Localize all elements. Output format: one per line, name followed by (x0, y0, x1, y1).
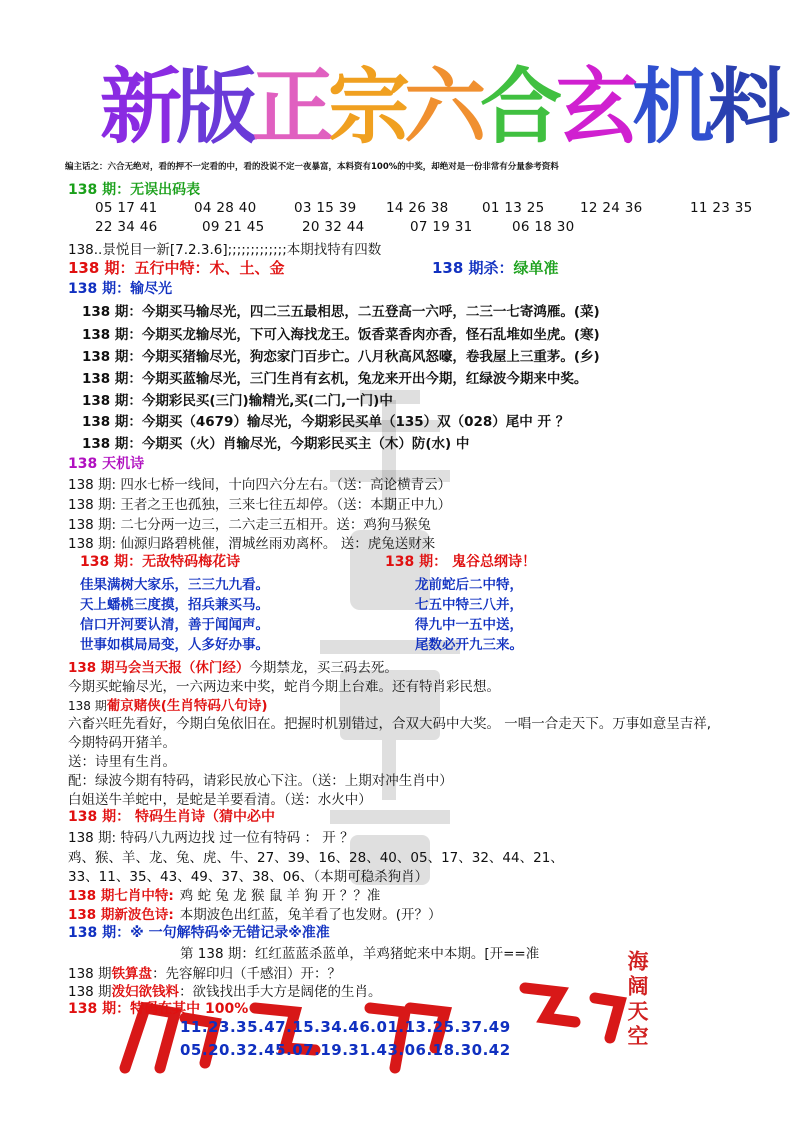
wave-color-prefix: 138 期新波色诗: (68, 907, 174, 923)
special-code-numbers-2: 05.20.32.45.07.19.31.43.06.18.30.42 (180, 1041, 511, 1059)
number-group: 12 24 36 (580, 200, 643, 216)
gambler-prefix: 138 期 (68, 699, 107, 713)
zodiac-poem-heading: 138 期： 特码生肖诗（猜中必中 (68, 809, 275, 825)
number-group: 22 34 46 (95, 219, 158, 235)
abacus-tail: ：先容解印归（千感泪）开：？ (152, 966, 342, 982)
title-char: 宗 (328, 59, 405, 155)
number-group: 20 32 44 (302, 219, 365, 235)
title-char: 料 (708, 59, 785, 155)
gambler-line: 配：绿波今期有特码，请彩民放心下注。（送：上期对冲生肖中） (68, 773, 453, 789)
number-group: 14 26 38 (386, 200, 449, 216)
gambler-line: 送：诗里有生肖。 (68, 754, 176, 770)
jockey-club-tail: 今期禁龙，买三码去死。 (249, 660, 398, 676)
zodiac-poem-line: 138 期: 特码八九两边找 过一位有特码 ： 开 ？ (68, 830, 354, 846)
gambler-line: 白姐送牛羊蛇中，是蛇是羊要看清。（送：水火中） (68, 792, 372, 808)
gambler-heading: 葡京赌侠(生肖特码八句诗) (106, 698, 268, 714)
special-code-heading: 138 期：特码在其中 100% (68, 1001, 249, 1017)
disclaimer: 编主话之：六合无绝对，看的押不一定看的中，看的没说不定一夜暴富，本料资有100%的中奖，却绝对是一份非常有分量参考资料 (65, 162, 559, 172)
heaven-poem-line: 138 期: 仙源归路碧桃催，渭城丝雨劝离杯。 送：虎兔送财来 (68, 536, 436, 552)
section-heading-number-table: 138 期：无误出码表 (68, 182, 201, 198)
seven-zodiac-prefix: 138 期七肖中特: (68, 888, 174, 904)
jockey-club-heading: 138 期马会当天报（休门经） (68, 660, 250, 676)
wave-color-value: 本期波色出红蓝，兔羊看了也发财。(开？） (179, 907, 442, 923)
plum-poem-line: 信口开河要认清，善于闻闻声。 (80, 617, 269, 633)
plum-poem-line: 世事如棋局局变，人多好办事。 (80, 637, 269, 653)
shrew-prefix: 138 期 (68, 984, 112, 1000)
lose-all-line: 138 期：今期买蓝输尽光，三门生肖有玄机，兔龙来开出今期，红绿波今期来中奖。 (82, 371, 588, 387)
zodiac-poem-line: 33、11、35、43、49、37、38、06、（本期可稳杀狗肖） (68, 869, 429, 885)
kill-color-prefix: 138 期杀： (432, 259, 514, 277)
wave-color-line (68, 903, 442, 923)
jockey-club-line (68, 656, 398, 676)
lose-all-line: 138 期：今期彩民买(三门)输精光,买(二门,一门)中 (82, 393, 393, 409)
heaven-poem-line: 138 期: 二七分两一边三，二六走三五相开。送：鸡狗马猴兔 (68, 517, 431, 533)
title-char: 机 (632, 59, 709, 155)
abacus-prefix: 138 期 (68, 966, 112, 982)
special-code-numbers-1: 11.23.35.47.15.34.46.01.13.25.37.49 (180, 1018, 511, 1036)
title-char: 玄 (556, 59, 633, 155)
guigu-poem-line: 龙前蛇后二中特， (415, 577, 523, 593)
guigu-poem-line: 得九中一五中送， (415, 617, 523, 633)
number-group: 05 17 41 (95, 200, 158, 216)
plum-poem-line: 佳果满树大家乐，三三九九看。 (80, 577, 269, 593)
lose-all-line: 138 期：今期买（火）肖输尽光，今期彩民买主（木）防(水) 中 (82, 436, 470, 452)
shrew-label: 泼妇欲钱料 (111, 984, 180, 1000)
heaven-poem-line: 138 期: 王者之王也孤独，三来七往五却停。（送：本期正中九） (68, 497, 452, 513)
lose-all-line: 138 期：今期买（4679）输尽光，今期彩民买单（135）双（028）尾中 开 ？ (82, 414, 570, 430)
page-title (100, 42, 784, 159)
number-group: 11 23 35 (690, 200, 753, 216)
number-group: 04 28 40 (194, 200, 257, 216)
number-group: 03 15 39 (294, 200, 357, 216)
guigu-poem-heading: 138 期： 鬼谷总纲诗！ (385, 554, 536, 570)
gambler-line: 六畜兴旺先看好，今期白兔依旧在。把握时机别错过，合双大码中大奖。 一唱一合走天下。万事如意呈吉祥, (68, 716, 712, 732)
lose-all-line: 138 期：今期买马输尽光，四二三五最相思，二五登高一六呼，二三一七寄鸿雁。(菜) (82, 304, 600, 320)
zodiac-poem-line: 鸡、猴、羊、龙、兔、虎、牛、27、39、16、28、40、05、17、32、44、21、 (68, 850, 564, 866)
shrew-tail: ：欲钱找出手大方是阔佬的生肖。 (179, 984, 382, 1000)
title-char: 合 (480, 59, 557, 155)
kill-color-line (432, 257, 559, 278)
number-group: 07 19 31 (410, 219, 473, 235)
plum-poem-heading: 138 期：无敌特码梅花诗 (80, 554, 241, 570)
number-group: 09 21 45 (202, 219, 265, 235)
title-char: 新 (100, 59, 177, 155)
seven-zodiac-value: 鸡 蛇 兔 龙 猴 鼠 羊 狗 开 ？？准 (179, 888, 381, 904)
number-group: 01 13 25 (482, 200, 545, 216)
seven-zodiac-line (68, 884, 380, 904)
one-line-answer: 第 138 期：红红蓝蓝杀蓝单，羊鸡猪蛇来中本期。[开==准 (180, 946, 540, 962)
lose-all-line: 138 期：今期买猪输尽光，狗恋家门百步亡。八月秋高风怒嚎，卷我屋上三重茅。(乡) (82, 349, 600, 365)
kill-color-value: 绿单准 (513, 259, 559, 277)
number-note: 138..景悦目一新[7.2.3.6];;;;;;;;;;;;;本期找特有四数 (68, 242, 382, 258)
lose-all-heading: 138 期：输尽光 (68, 281, 173, 297)
heaven-poem-heading: 138 天机诗 (68, 456, 145, 472)
lose-all-line: 138 期：今期买龙输尽光，下可入海找龙王。饭香菜香肉亦香，怪石乱堆如坐虎。(寒) (82, 327, 600, 343)
heaven-poem-line: 138 期: 四水七桥一线间，十向四六分左右。（送：高论横青云） (68, 477, 452, 493)
title-char: 正 (252, 59, 329, 155)
abacus-label: 铁算盘 (111, 966, 153, 982)
plum-poem-line: 天上蟠桃三度摸，招兵兼买马。 (80, 597, 269, 613)
title-char: 六 (404, 59, 481, 155)
gambler-line: 今期特码开猪羊。 (68, 735, 176, 751)
guigu-poem-line: 尾数必开九三来。 (415, 637, 523, 653)
gambler-heading-line (68, 694, 268, 714)
number-group: 06 18 30 (512, 219, 575, 235)
jockey-club-line-2: 今期买蛇输尽光，一六两边来中奖，蛇肖今期上台难。还有特肖彩民想。 (68, 679, 500, 695)
one-line-heading: 138 期：※ 一句解特码※无错记录※准准 (68, 925, 330, 941)
five-elements-heading: 138 期：五行中特：木、土、金 (68, 259, 285, 277)
corner-seal-text: 海阔天空 (625, 950, 650, 1050)
title-char: 版 (176, 59, 253, 155)
guigu-poem-line: 七五中特三八并， (415, 597, 523, 613)
